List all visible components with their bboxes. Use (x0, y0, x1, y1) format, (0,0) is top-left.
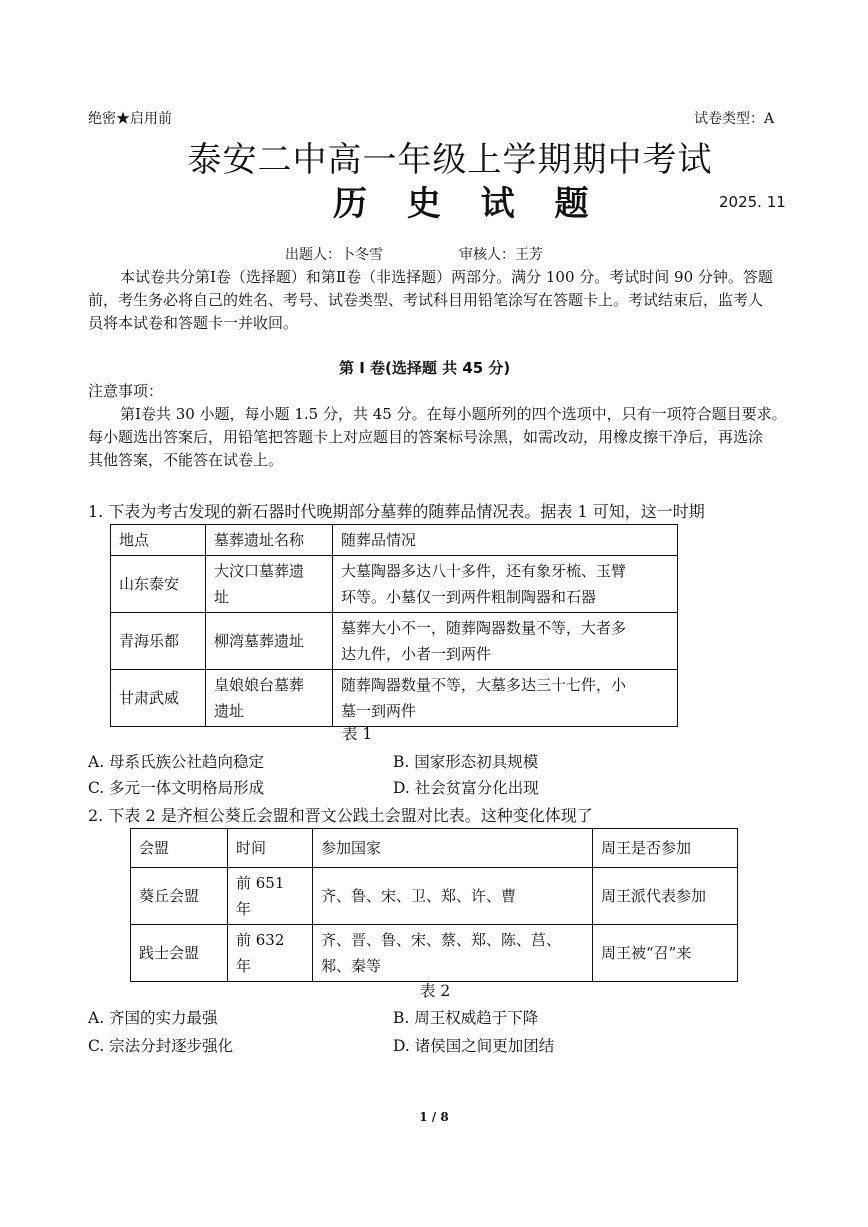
table-row (111, 670, 678, 727)
q2-caption: 表 2 (420, 982, 451, 1000)
states-cell: 齐、晋、鲁、宋、蔡、郑、陈、莒、 邾、秦等 (313, 925, 593, 982)
header-cell: 地点 (111, 525, 206, 556)
confidential-label: 绝密★启用前 (88, 111, 172, 127)
notice-line-1: 第Ⅰ卷共 30 小题，每小题 1.5 分，共 45 分。在每小题所列的四个选项中，只有一项符合题目要求。 (120, 405, 787, 423)
exam-title: 泰安二中高一年级上学期期中考试 (187, 140, 713, 180)
q2-option-c[interactable]: C. 宗法分封逐步强化 (88, 1037, 234, 1055)
site-cell: 皇娘娘台墓葬 遗址 (206, 670, 333, 727)
king-cell: 周王被“召”来 (593, 925, 738, 982)
reviewer-label: 审核人：王芳 (459, 247, 543, 263)
q2-option-a[interactable]: A. 齐国的实力最强 (88, 1009, 218, 1027)
q2-option-b[interactable]: B. 周王权威趋于下降 (393, 1009, 539, 1027)
q1-option-b[interactable]: B. 国家形态初具规模 (393, 753, 539, 771)
q2-stem: 2. 下表 2 是齐桓公葵丘会盟和晋文公践土会盟对比表。这种变化体现了 (88, 806, 593, 825)
goods-cell: 墓葬大小不一，随葬陶器数量不等，大者多 达九件，小者一到两件 (333, 613, 678, 670)
notice-label: 注意事项： (88, 382, 164, 400)
header-cell: 墓葬遗址名称 (206, 525, 333, 556)
intro-line-1: 本试卷共分第Ⅰ卷（选择题）和第Ⅱ卷（非选择题）两部分。满分 100 分。考试时间 90 分钟。答题 (120, 268, 773, 286)
notice-line-2: 每小题选出答案后，用铅笔把答题卡上对应题目的答案标号涂黑，如需改动，用橡皮擦干净后，再选涂 (88, 428, 764, 446)
q1-caption: 表 1 (342, 725, 373, 743)
header-cell: 随葬品情况 (333, 525, 678, 556)
table-row (131, 925, 738, 982)
intro-line-3: 员将本试卷和答题卡一并收回。 (88, 314, 299, 332)
q2-option-d[interactable]: D. 诸侯国之间更加团结 (393, 1037, 555, 1055)
q1-option-d[interactable]: D. 社会贫富分化出现 (393, 779, 539, 797)
meeting-cell: 葵丘会盟 (131, 868, 228, 925)
site-cell: 柳湾墓葬遗址 (206, 613, 333, 670)
exam-date: 2025. 11 (719, 193, 786, 211)
time-cell: 前 651 年 (228, 868, 313, 925)
page-number: 1 / 8 (419, 1110, 449, 1124)
q2-table (130, 828, 738, 982)
subject-title: 历 史 试 题 (333, 184, 603, 224)
section-heading: 第 I 卷(选择题 共 45 分) (339, 359, 511, 377)
q1-option-c[interactable]: C. 多元一体文明格局形成 (88, 779, 265, 797)
table-header-row (131, 829, 738, 868)
header-cell: 会盟 (131, 829, 228, 868)
place-cell: 青海乐都 (111, 613, 206, 670)
table-row (131, 868, 738, 925)
q1-table (110, 524, 678, 727)
q1-stem: 1. 下表为考古发现的新石器时代晚期部分墓葬的随葬品情况表。据表 1 可知，这一时期 (88, 502, 705, 521)
place-cell: 山东泰安 (111, 556, 206, 613)
author-label: 出题人：卜冬雪 (285, 247, 383, 263)
table-row (111, 556, 678, 613)
notice-line-3: 其他答案，不能答在试卷上。 (88, 451, 284, 469)
table-header-row (111, 525, 678, 556)
header-cell: 参加国家 (313, 829, 593, 868)
header-cell: 时间 (228, 829, 313, 868)
states-cell: 齐、鲁、宋、卫、郑、许、曹 (313, 868, 593, 925)
goods-cell: 随葬陶器数量不等，大墓多达三十七件，小 墓一到两件 (333, 670, 678, 727)
intro-line-2: 前，考生务必将自己的姓名、考号、试卷类型、考试科目用铅笔涂写在答题卡上。考试结束后，监考人 (88, 291, 764, 309)
goods-cell: 大墓陶器多达八十多件，还有象牙梳、玉臂 环等。小墓仅一到两件粗制陶器和石器 (333, 556, 678, 613)
time-cell: 前 632 年 (228, 925, 313, 982)
king-cell: 周王派代表参加 (593, 868, 738, 925)
table-row (111, 613, 678, 670)
header-cell: 周王是否参加 (593, 829, 738, 868)
meeting-cell: 践士会盟 (131, 925, 228, 982)
place-cell: 甘肃武威 (111, 670, 206, 727)
site-cell: 大汶口墓葬遗 址 (206, 556, 333, 613)
q1-option-a[interactable]: A. 母系氏族公社趋向稳定 (88, 753, 265, 771)
paper-type-label: 试卷类型：A (694, 111, 775, 127)
